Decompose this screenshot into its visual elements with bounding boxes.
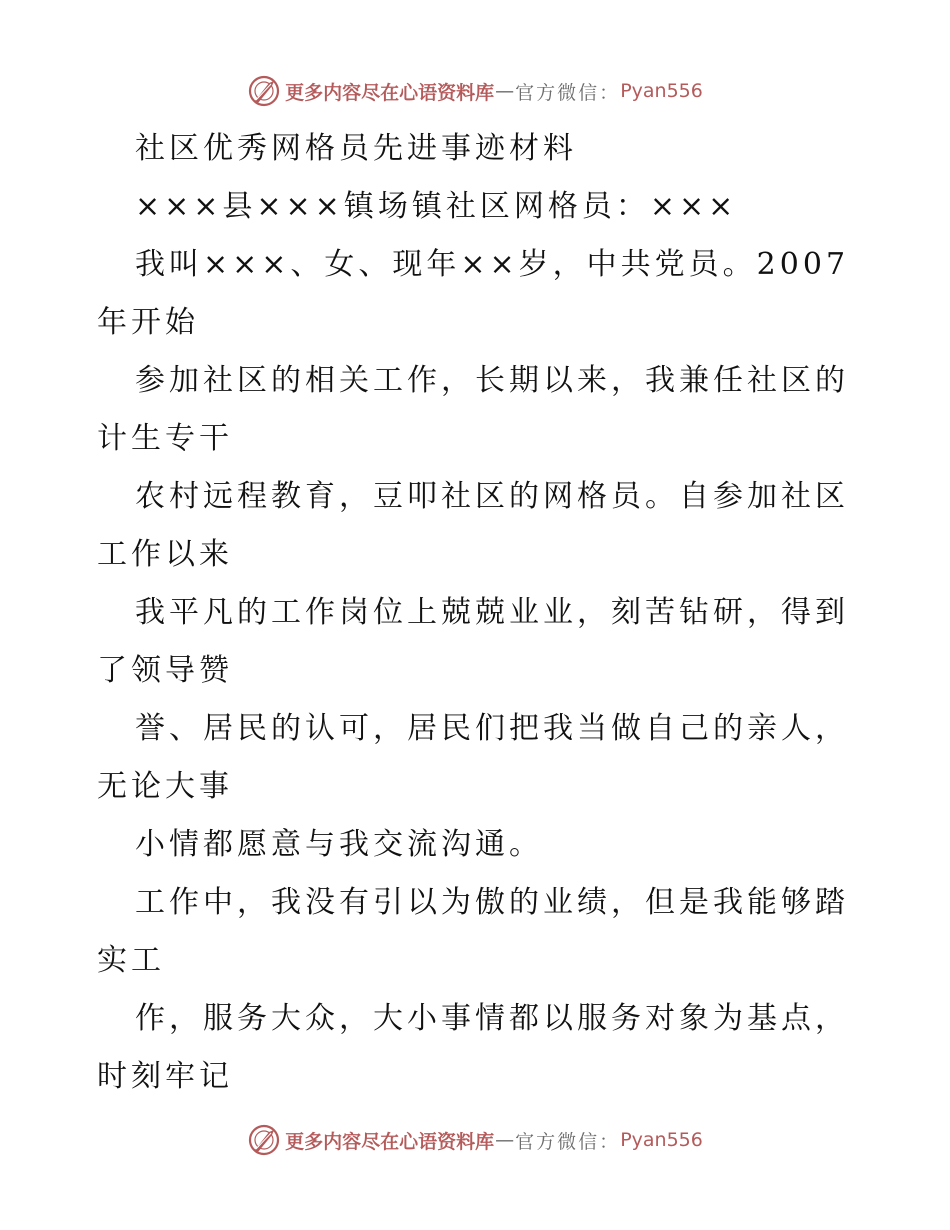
text-line: 我叫×××、女、现年××岁，中共党员。2007 [135, 247, 850, 282]
text-line: 工作中，我没有引以为傲的业绩，但是我能够踏 [135, 885, 849, 920]
text-line: 小情都愿意与我交流沟通。 [135, 827, 543, 862]
text-line: ×××县×××镇场镇社区网格员：××× [135, 189, 738, 224]
banner-wechat-label: 官方微信： [515, 81, 621, 104]
banner-separator: — [495, 1129, 515, 1151]
banner-wechat-label: 官方微信： [515, 1130, 621, 1153]
banner-content [247, 1123, 703, 1157]
text-line: 年开始 [97, 305, 199, 340]
footer-banner [0, 1120, 950, 1160]
quill-pen-logo-icon [247, 1123, 281, 1157]
banner-slogan: 更多内容尽在心语资料库 [285, 81, 495, 104]
banner-content [247, 74, 703, 108]
text-line: 作，服务大众，大小事情都以服务对象为基点， [135, 1001, 849, 1036]
text-line: 了领导赞 [97, 653, 233, 688]
text-line: 我平凡的工作岗位上兢兢业业，刻苦钻研，得到 [135, 595, 849, 630]
banner-slogan: 更多内容尽在心语资料库 [285, 1130, 495, 1153]
text-line: 无论大事 [97, 769, 233, 804]
text-line: 工作以来 [97, 537, 233, 572]
text-line: 时刻牢记 [97, 1059, 233, 1094]
text-line: 参加社区的相关工作，长期以来，我兼任社区的 [135, 363, 849, 398]
quill-pen-logo-icon [247, 74, 281, 108]
text-line: 计生专干 [97, 421, 233, 456]
text-line: 实工 [97, 943, 165, 978]
header-banner [0, 71, 950, 111]
banner-separator: — [495, 80, 515, 102]
text-line: 农村远程教育，豆叩社区的网格员。自参加社区 [135, 479, 849, 514]
banner-wechat-account: Pyan556 [620, 1129, 703, 1151]
text-line: 誉、居民的认可，居民们把我当做自己的亲人， [135, 711, 849, 746]
banner-wechat-account: Pyan556 [620, 80, 703, 102]
document-title: 社区优秀网格员先进事迹材料 [135, 131, 577, 166]
document-body [97, 120, 857, 1106]
